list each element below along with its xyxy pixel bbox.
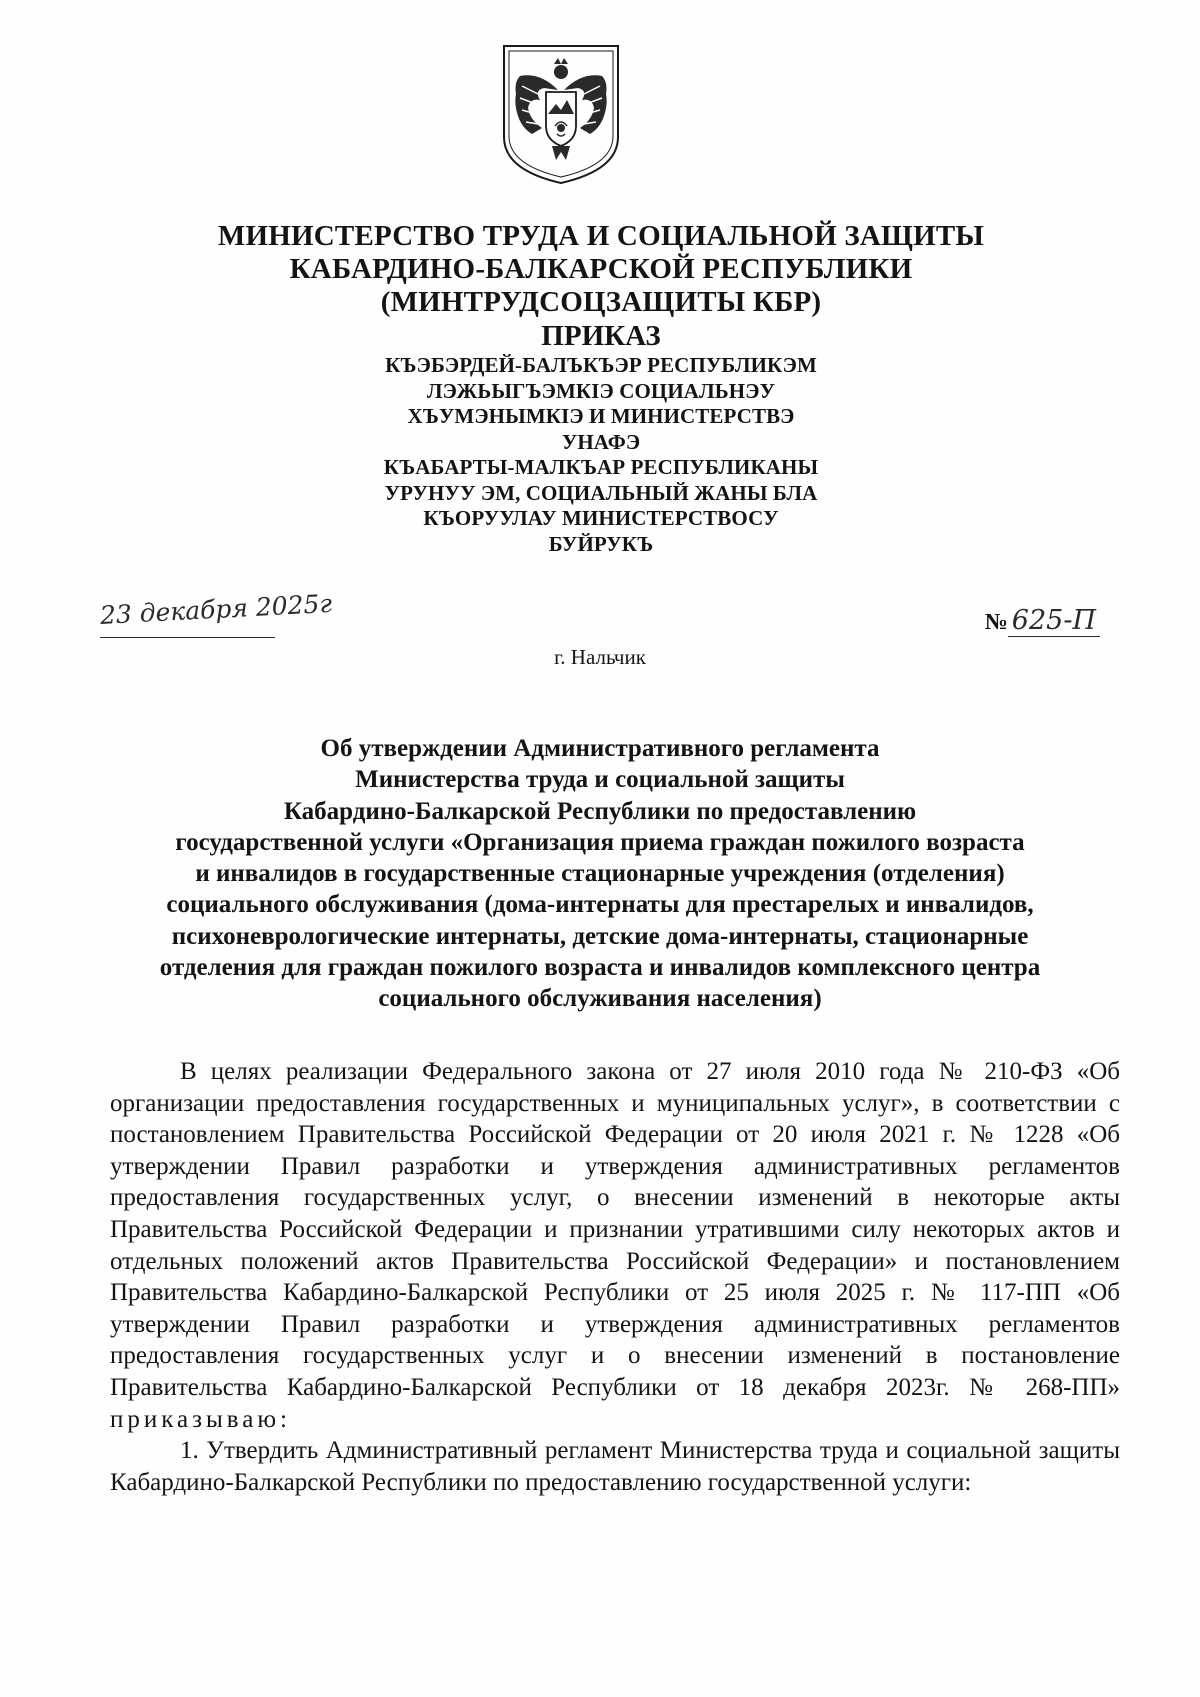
clause-1-paragraph: 1. Утвердить Административный регламент Министерства труда и социальной защиты Кабардино-Балкарской Республики по предоставлению государственной услуги:: [110, 1437, 1120, 1496]
coat-of-arms-icon: [500, 42, 622, 187]
handwritten-number: 625-П: [1008, 605, 1100, 637]
order-number: [985, 605, 1100, 636]
title-line: и инвалидов в государственные стационарные учреждения (отделения): [195, 860, 1005, 888]
native-language-line: ЛЭЖЬЫГЪЭМКIЭ СОЦИАЛЬНЭУ: [426, 378, 776, 403]
title-line: отделения для граждан пожилого возраста и инвалидов комплексного центра: [159, 954, 1041, 982]
title-line: государственной услуги «Организация приема граждан пожилого возраста: [175, 828, 1025, 856]
ministry-abbreviation: (МИНТРУДСОЦЗАЩИТЫ КБР): [380, 286, 822, 318]
native-language-line: ХЪУМЭНЫМКIЭ И МИНИСТЕРСТВЭ: [407, 404, 795, 428]
title-line: Кабардино-Балкарской Республики по предоставлению: [283, 797, 917, 825]
date-underline: [100, 637, 275, 638]
handwritten-date: 23 декабря 2025г: [99, 588, 333, 630]
title-line: Министерства труда и социальной защиты: [355, 766, 845, 794]
document-body: [110, 1056, 1120, 1498]
preamble-paragraph: [110, 1056, 1120, 1435]
title-line: Об утверждении Административного регламента: [320, 735, 880, 762]
directive-word: приказываю:: [110, 1405, 291, 1433]
native-language-line: БУЙРУКЪ: [548, 531, 654, 556]
title-line: социального обслуживания (дома-интернаты для престарелых и инвалидов,: [166, 891, 1034, 919]
native-language-line: КЪОРУУЛАУ МИНИСТЕРСТВОСУ: [423, 506, 779, 530]
ministry-name-line: МИНИСТЕРСТВО ТРУДА И СОЦИАЛЬНОЙ ЗАЩИТЫ: [217, 220, 985, 252]
native-language-line: УРУНУУ ЭМ, СОЦИАЛЬНЫЙ ЖАНЫ БЛА: [384, 480, 818, 505]
title-line: психоневрологические интернаты, детские дома-интернаты, стационарные: [171, 922, 1029, 950]
native-language-line: КЪАБАРТЫ-МАЛКЪАР РЕСПУБЛИКАНЫ: [383, 455, 819, 479]
ministry-name-line: КАБАРДИНО-БАЛКАРСКОЙ РЕСПУБЛИКИ: [289, 253, 913, 285]
number-sign: №: [984, 609, 1008, 634]
document-header: [160, 220, 1042, 557]
native-language-line: УНАФЭ: [561, 429, 641, 454]
document-title: [90, 733, 1110, 1015]
title-line: социального обслуживания населения): [378, 985, 822, 1013]
city-name: г. Нальчик: [554, 645, 646, 669]
document-type: ПРИКАЗ: [541, 320, 661, 352]
native-language-line: КЪЭБЭРДЕЙ-БАЛЪКЪЭР РЕСПУБЛИКЭМ: [385, 353, 817, 377]
preamble-text: В целях реализации Федерального закона от 27 июля 2010 года № 210-ФЗ «Об организации предоставления государственных и муниципальных услуг», в соответствии с постановлением Правительства Российской Федерации от 20 июля 2021 г. № 1228 «Об утверждении Правил разработки и утверждения административных регламентов предоставления государственных услуг, о внесении изменений в некоторые акты Правительства Российской Федерации и признании утратившими силу некоторых актов и отдельных положений актов Правительства Российской Федерации» и постановлением Правительства Кабардино-Балкарской Республики от 25 июля 2025 г. № 117-ПП «Об утверждении Правил разработки и утверждения административных регламентов предоставления государственных услуг и о внесении изменений в постановление Правительства Кабардино-Балкарской Республики от 18 декабря 2023г. № 268-ПП»: [110, 1058, 1120, 1401]
